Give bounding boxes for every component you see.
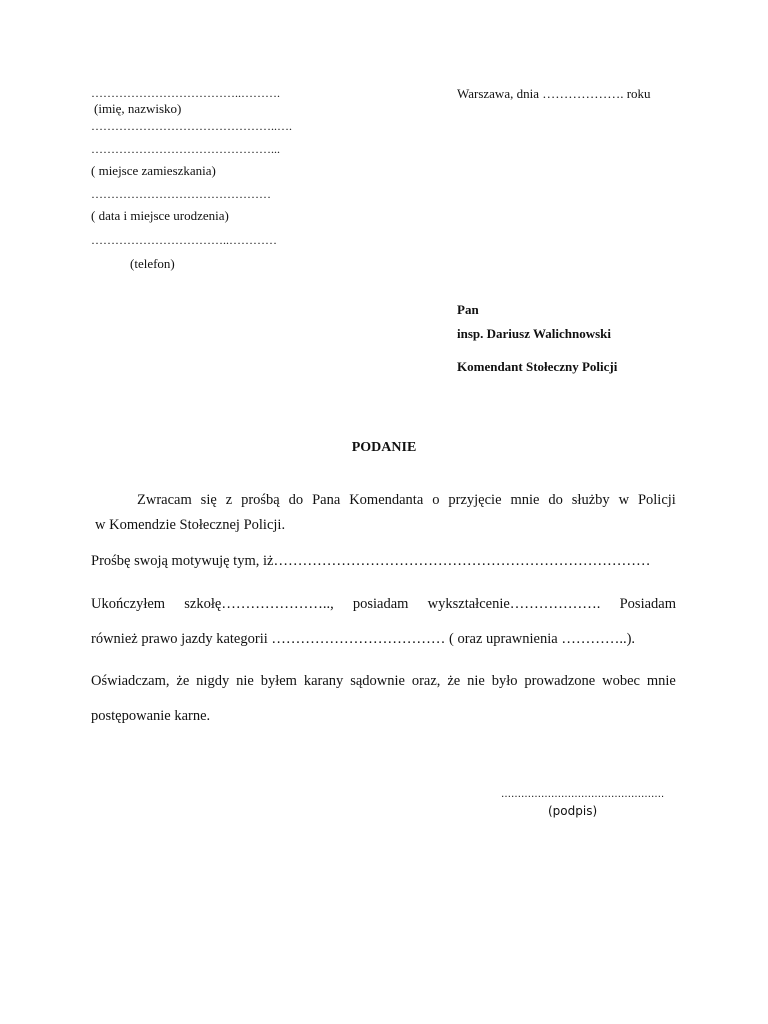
- recipient-position: Komendant Stołeczny Policji: [457, 359, 618, 374]
- name-dots: ………………………………..……….: [91, 86, 280, 100]
- recipient-name: insp. Dariusz Walichnowski: [457, 326, 612, 341]
- address-label: ( miejsce zamieszkania): [91, 163, 216, 178]
- paragraph-3-word: wykształcenie……………….: [427, 596, 601, 612]
- signature-dots: ………………………………………….: [501, 789, 665, 800]
- paragraph-1-word: do: [288, 492, 304, 508]
- paragraph-4-word: nie: [236, 673, 254, 689]
- birth-label: ( data i miejsce urodzenia): [91, 208, 229, 223]
- paragraph-4-word: było: [491, 673, 518, 689]
- paragraph-4-word: oraz,: [411, 673, 441, 689]
- phone-label: (telefon): [130, 256, 175, 271]
- paragraph-1-word: się: [200, 492, 217, 508]
- paragraph-4-word: że: [447, 673, 461, 689]
- paragraph-4-word: prowadzone: [524, 673, 596, 689]
- paragraph-4-word: nie: [467, 673, 485, 689]
- paragraph-1-word: służby: [571, 492, 610, 508]
- paragraph-4-word: Oświadczam,: [91, 673, 170, 689]
- paragraph-1-word: prośbą: [241, 492, 280, 508]
- name-label: (imię, nazwisko): [94, 101, 182, 116]
- paragraph-3-word: Posiadam: [619, 596, 676, 612]
- paragraph-3-word: posiadam: [352, 596, 409, 612]
- paragraph-4-word: mnie: [646, 673, 676, 689]
- paragraph-1-line-1: [137, 492, 676, 509]
- birth-dots: ………………………………………: [91, 187, 271, 201]
- paragraph-3-word: szkołę…………………..,: [184, 596, 334, 612]
- recipient-salutation: Pan: [457, 302, 479, 317]
- paragraph-4-word: byłem: [260, 673, 297, 689]
- paragraph-4-line-1: [91, 673, 676, 690]
- paragraph-1-word: do: [548, 492, 563, 508]
- date-line: Warszawa, dnia ………………. roku: [457, 86, 651, 101]
- paragraph-3-line-1: [91, 596, 676, 613]
- paragraph-1-word: mnie: [510, 492, 540, 508]
- paragraph-1-word: Komendanta: [349, 492, 424, 508]
- paragraph-1-word: z: [225, 492, 233, 508]
- paragraph-1-word: przyjęcie: [448, 492, 502, 508]
- paragraph-4-word: nigdy: [196, 673, 230, 689]
- paragraph-1-word: Zwracam: [137, 492, 192, 508]
- paragraph-3-word: Ukończyłem: [91, 596, 166, 612]
- document-title: PODANIE: [351, 440, 417, 455]
- phone-dots: ……………………………..…………: [91, 233, 277, 247]
- paragraph-1-word: w: [618, 492, 630, 508]
- signature-label: (podpis): [548, 804, 598, 818]
- paragraph-1-line-2: w Komendzie Stołecznej Policji.: [95, 517, 286, 533]
- paragraph-1-word: Pana: [312, 492, 341, 508]
- paragraph-4-word: karany: [303, 673, 344, 689]
- paragraph-1-word: Policji: [637, 492, 676, 508]
- paragraph-4-line-2: postępowanie karne.: [91, 708, 211, 724]
- paragraph-1-word: o: [432, 492, 440, 508]
- address-dots-2: ………………………………………...: [91, 142, 280, 156]
- paragraph-3-line-2: również prawo jazdy kategorii ……………………………… ( oraz uprawnienia …………..).: [91, 631, 636, 647]
- paragraph-4-word: że: [176, 673, 190, 689]
- address-dots-1: ………………………………………..….: [91, 119, 292, 133]
- paragraph-2: Prośbę swoją motywuję tym, iż……………………………………………………………………: [91, 553, 651, 569]
- paragraph-4-word: sądownie: [350, 673, 405, 689]
- paragraph-4-word: wobec: [602, 673, 640, 689]
